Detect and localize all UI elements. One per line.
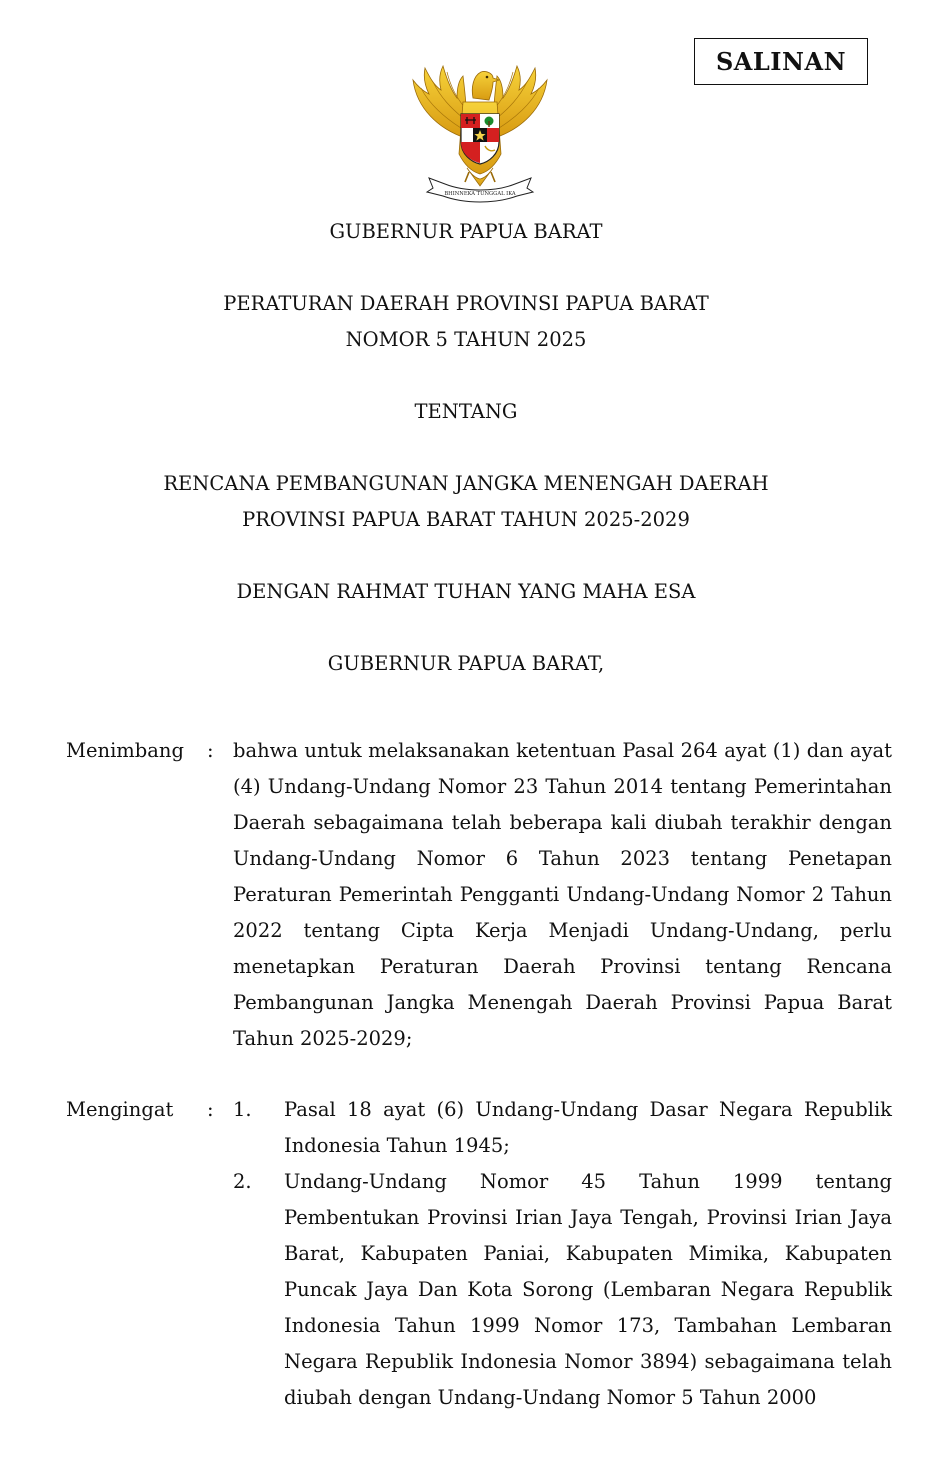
menimbang-label: Menimbang [66,739,184,762]
regulation-title-line2: NOMOR 5 TAHUN 2025 [345,328,587,351]
salinan-stamp: SALINAN [694,38,868,85]
authority-heading: GUBERNUR PAPUA BARAT, [327,652,605,675]
invocation: DENGAN RAHMAT TUHAN YANG MAHA ESA [236,580,696,603]
subject-title-line1: RENCANA PEMBANGUNAN JANGKA MENENGAH DAERAH [163,472,769,495]
mengingat-colon: : [207,1098,214,1121]
mengingat-item-2-number: 2. [233,1170,252,1193]
garuda-pancasila-emblem [405,58,555,208]
right-wing [493,66,547,136]
shield-icon [461,114,499,164]
mengingat-item-1-number: 1. [233,1098,252,1121]
subject-title-line2: PROVINSI PAPUA BARAT TAHUN 2025-2029 [242,508,690,531]
issuer-title: GUBERNUR PAPUA BARAT [329,220,603,243]
mengingat-item-2-text: Undang-Undang Nomor 45 Tahun 1999 tentang Pembentukan Provinsi Irian Jaya Tengah, Provinsi Irian Jaya Barat, Kabupaten Paniai, Kabupaten Mimika, Kabupaten Puncak Jaya Dan Kota Sorong (Lembaran Negara Republik Indonesia Tahun 1999 Nomor 173, Tambahan Lembaran Negara Republik Indonesia Nomor 3894) sebagaimana telah diubah dengan Undang-Undang Nomor 5 Tahun 2000 [284,1170,892,1409]
regulation-title-line1: PERATURAN DAERAH PROVINSI PAPUA BARAT [223,292,709,315]
motto-text: BHINNEKA TUNGGAL IKA [444,191,516,197]
menimbang-text: bahwa untuk melaksanakan ketentuan Pasal 264 ayat (1) dan ayat (4) Undang-Undang Nomor 23 Tahun 2014 tentang Pemerintahan Daerah sebagaimana telah beberapa kali diubah terakhir dengan Undang-Undang Nomor 6 Tahun 2023 tentang Penetapan Peraturan Pemerintah Pengganti Undang-Undang Nomor 2 Tahun 2022 tentang Cipta Kerja Menjadi Undang-Undang, perlu menetapkan Peraturan Daerah Provinsi tentang Rencana Pembangunan Jangka Menengah Daerah Provinsi Papua Barat Tahun 2025-2029; [233,739,892,1050]
menimbang-colon: : [207,739,214,762]
mengingat-label: Mengingat [66,1098,174,1121]
mengingat-item-1-text: Pasal 18 ayat (6) Undang-Undang Dasar Negara Republik Indonesia Tahun 1945; [284,1098,892,1157]
left-wing [413,66,467,136]
about-heading: TENTANG [414,400,518,423]
